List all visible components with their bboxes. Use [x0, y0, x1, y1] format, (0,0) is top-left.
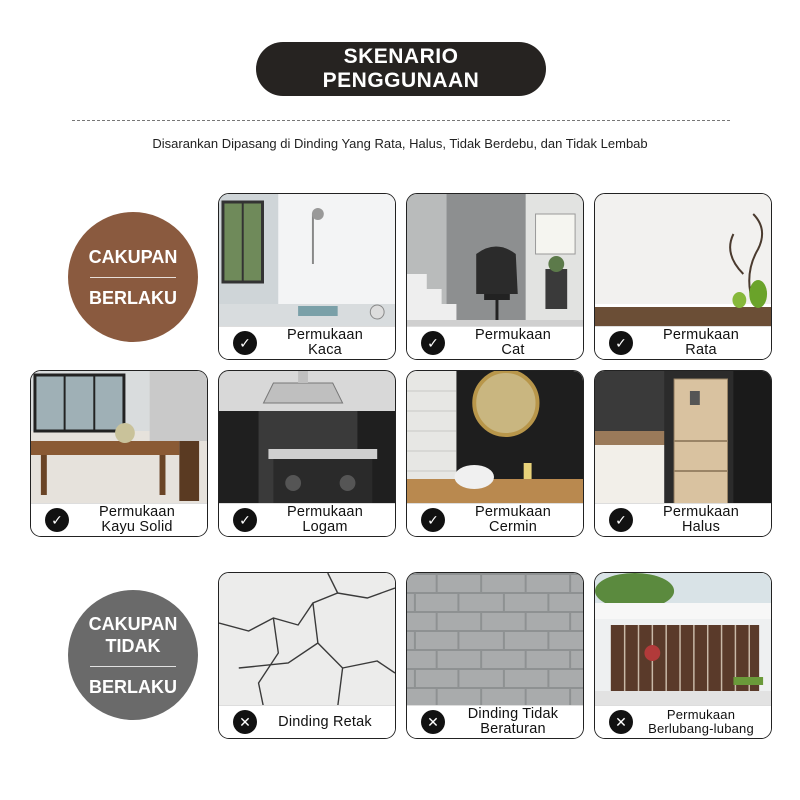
card-cracked-wall: [218, 572, 396, 739]
card-flat-surface: [594, 193, 772, 360]
badge-divider: [90, 666, 176, 667]
dashed-divider: [72, 120, 730, 121]
photo-grey-room-chair: [407, 194, 583, 328]
card-smooth-surface: [594, 370, 772, 537]
check-icon: ✓: [609, 508, 633, 532]
card-label: Permukaan Berlubang-lubang: [648, 707, 754, 736]
photo-wood-dining-table: [31, 371, 207, 505]
card-label: Dinding Tidak Beraturan: [467, 706, 559, 737]
card-perforated-surface: [594, 572, 772, 739]
photo-bathroom-glass: [219, 194, 395, 328]
card-mirror-surface: [406, 370, 584, 537]
photo-flat-wall-vases: [595, 194, 771, 328]
cross-icon: ✕: [421, 710, 445, 734]
title-line-1: SKENARIO: [343, 45, 459, 68]
card-label: Permukaan Kayu Solid: [99, 504, 175, 535]
page-title: [256, 42, 546, 96]
check-icon: ✓: [609, 331, 633, 355]
card-label: Permukaan Logam: [287, 504, 363, 535]
photo-perforated-facade: [595, 573, 771, 707]
card-label: Permukaan Cermin: [475, 504, 551, 535]
card-metal-surface: [218, 370, 396, 537]
check-icon: ✓: [421, 508, 445, 532]
card-label: Permukaan Halus: [663, 504, 739, 535]
applicable-badge: [68, 212, 198, 342]
card-irregular-wall: [406, 572, 584, 739]
subtitle: Disarankan Dipasang di Dinding Yang Rata, Halus, Tidak Berdebu, dan Tidak Lembab: [152, 136, 648, 151]
photo-fridge-kitchen: [595, 371, 771, 505]
photo-round-mirror-sink: [407, 371, 583, 505]
card-label: Permukaan Kaca: [287, 327, 363, 358]
check-icon: ✓: [233, 331, 257, 355]
photo-brick-wall: [407, 573, 583, 707]
card-label: Permukaan Cat: [475, 327, 551, 358]
card-solid-wood-surface: [30, 370, 208, 537]
photo-black-kitchen: [219, 371, 395, 505]
title-line-2: PENGGUNAAN: [322, 69, 480, 92]
not-applicable-badge-line-3: BERLAKU: [89, 676, 177, 697]
not-applicable-badge: [68, 590, 198, 720]
card-label: Dinding Retak: [278, 713, 372, 730]
applicable-badge-line-1: CAKUPAN: [88, 246, 178, 267]
not-applicable-badge-line-2: TIDAK: [105, 635, 161, 656]
cross-icon: ✕: [609, 710, 633, 734]
card-paint-surface: [406, 193, 584, 360]
check-icon: ✓: [421, 331, 445, 355]
applicable-badge-line-2: BERLAKU: [89, 287, 177, 308]
cross-icon: ✕: [233, 710, 257, 734]
badge-divider: [90, 277, 176, 278]
check-icon: ✓: [45, 508, 69, 532]
card-glass-surface: [218, 193, 396, 360]
card-label: Permukaan Rata: [663, 327, 739, 358]
check-icon: ✓: [233, 508, 257, 532]
photo-cracked-wall: [219, 573, 395, 707]
not-applicable-badge-line-1: CAKUPAN: [88, 613, 178, 634]
